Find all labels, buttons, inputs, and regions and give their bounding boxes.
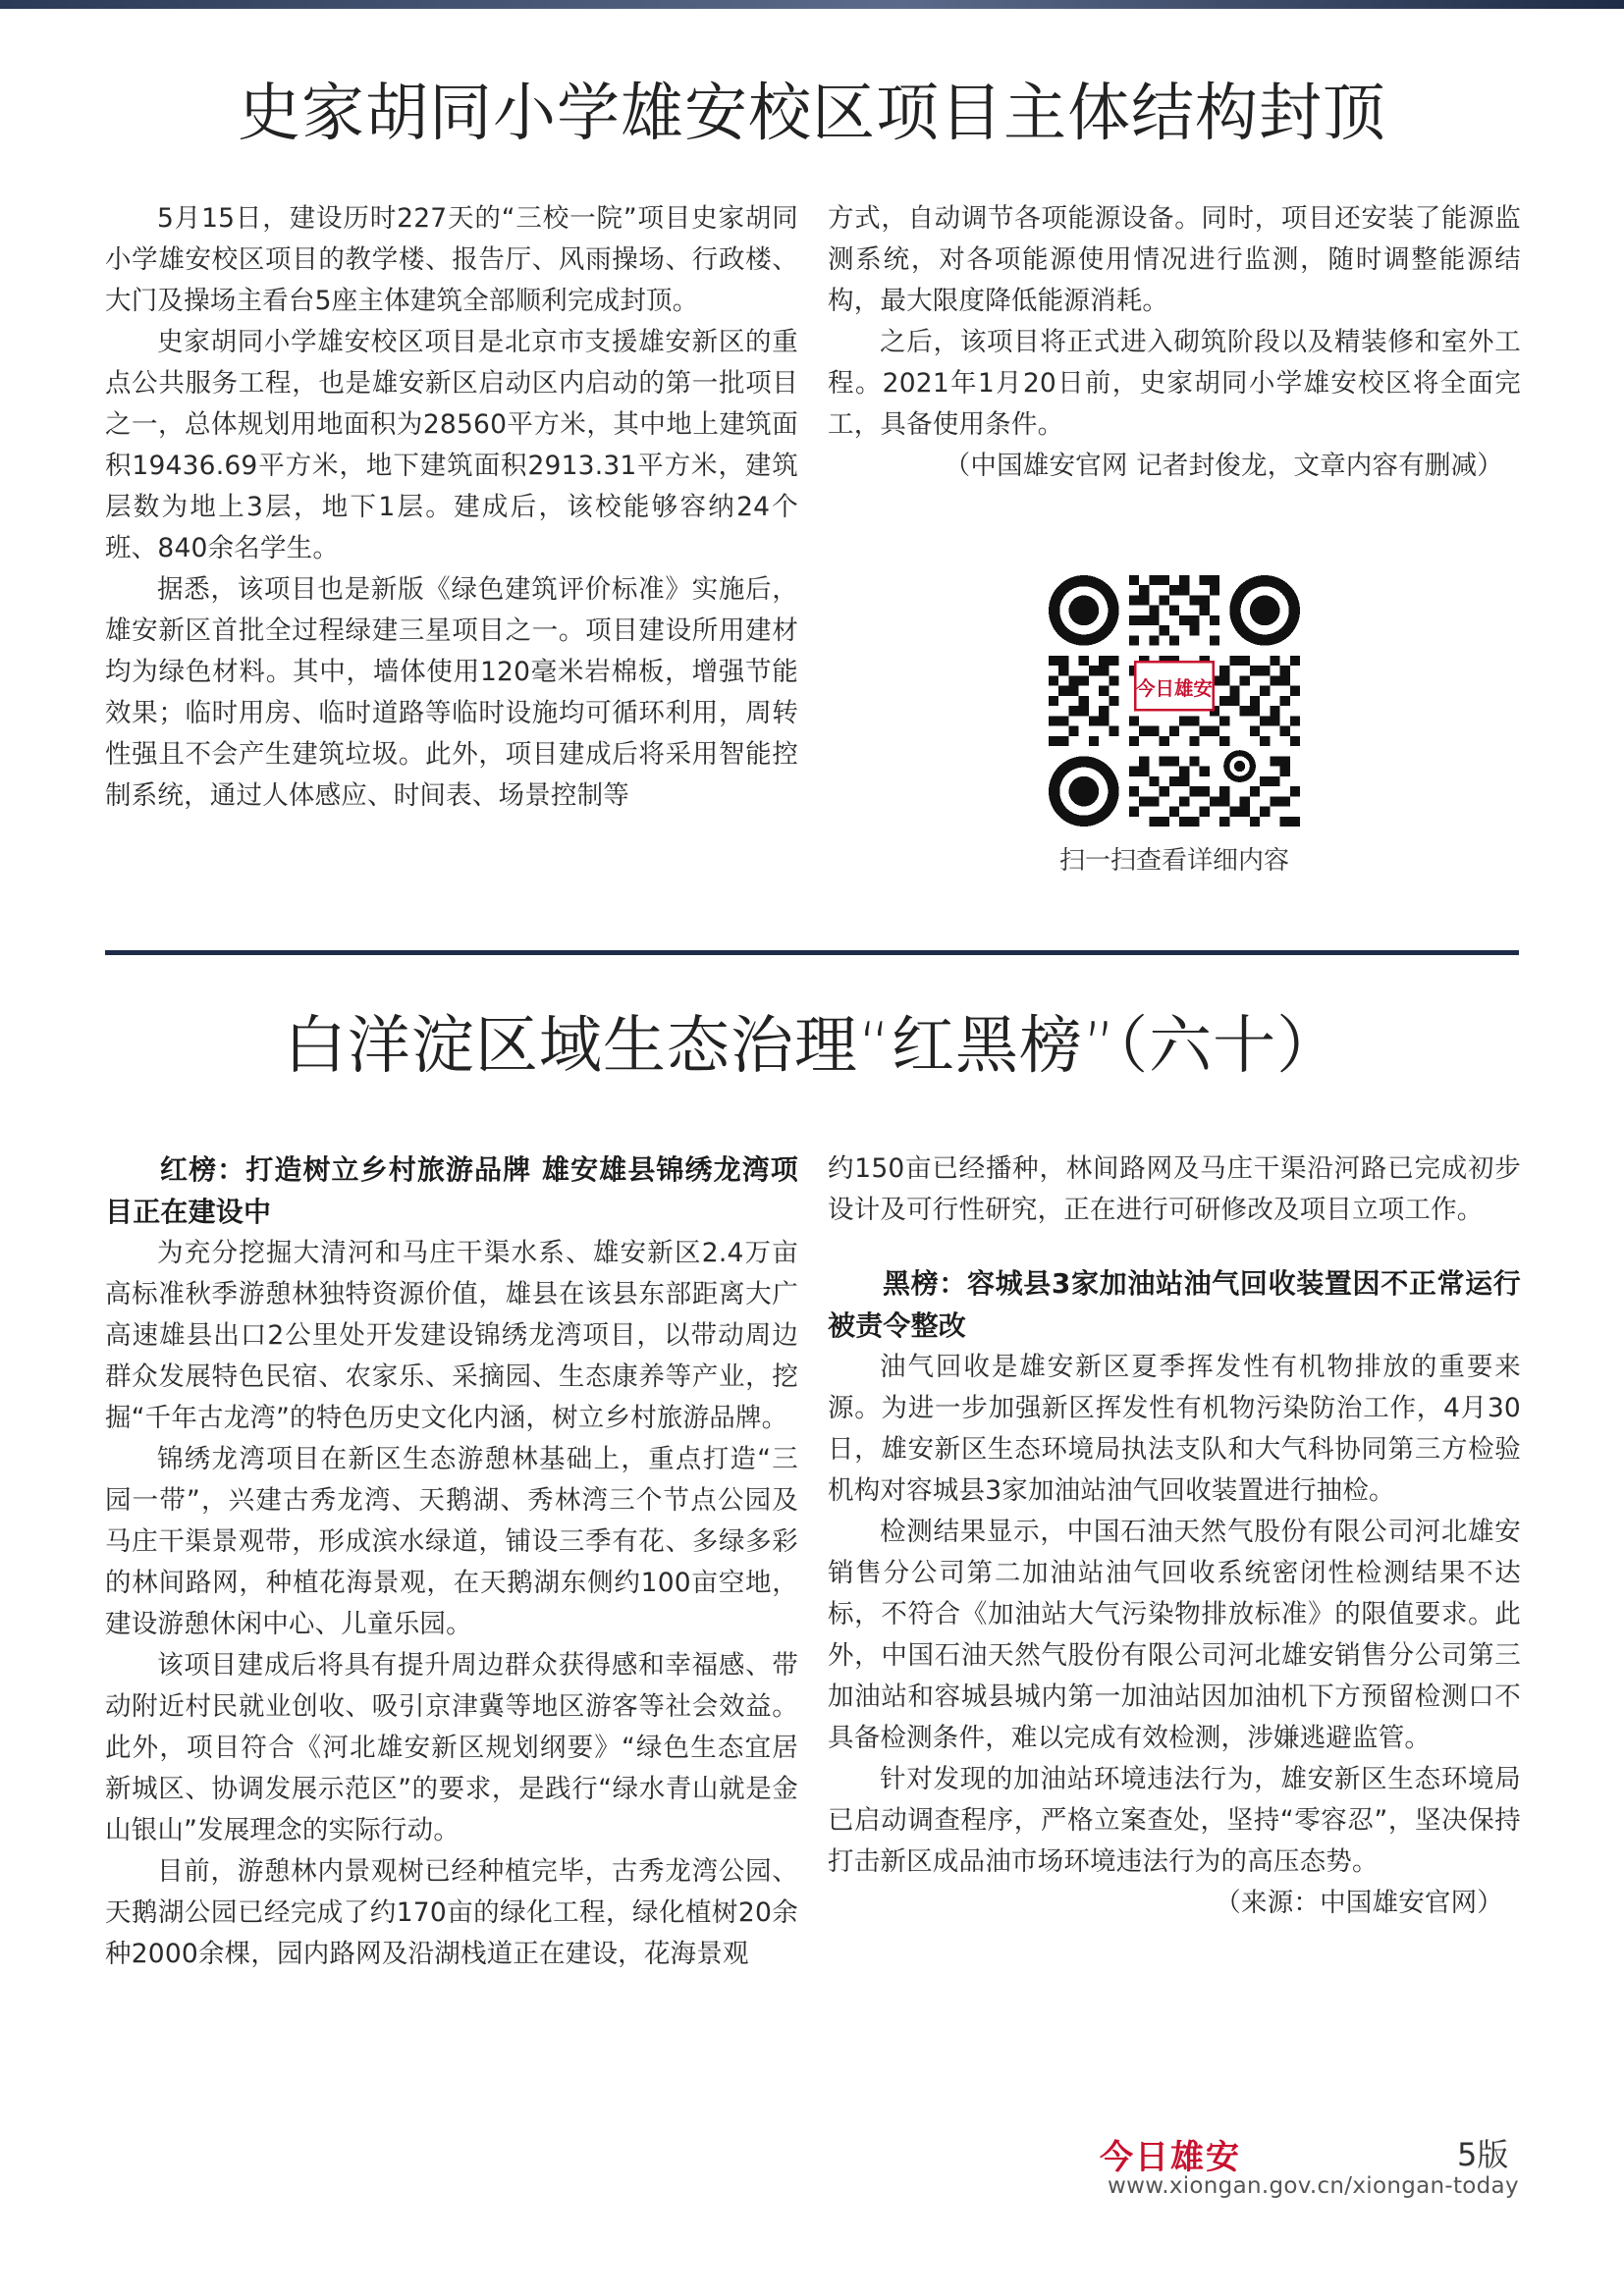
black-list-heading: 黑榜：容城县3家加油站油气回收装置因不正常运行被责令整改 [828, 1267, 1521, 1342]
article1-paragraph: 之后，该项目将正式进入砌筑阶段以及精装修和室外工程。2021年1月20日前，史家胡同小学雄安校区将全面完工，具备使用条件。 [828, 327, 1521, 440]
article1-right-column [828, 198, 1521, 487]
article-title-school: 史家胡同小学雄安校区项目主体结构封顶 [238, 78, 1386, 150]
article1-paragraph: 史家胡同小学雄安校区项目是北京市支援雄安新区的重点公共服务工程，也是雄安新区启动区内启动的第一批项目之一，总体规划用地面积为28560平方米，其中地上建筑面积19436.69平方米，地下建筑面积2913.31平方米，建筑层数为地上3层，地下1层。建成后，该校能够容纳24个班、840余名学生。 [105, 327, 798, 563]
article2-left-column [105, 1148, 798, 1975]
red-list-paragraph: 为充分挖掘大清河和马庄干渠水系、雄安新区2.4万亩高标准秋季游憩林独特资源价值，雄县在该县东部距离大广高速雄县出口2公里处开发建设锦绣龙湾项目，以带动周边群众发展特色民宿、农家乐、采摘园、生态康养等产业，挖掘“千年古龙湾”的特色历史文化内涵，树立乡村旅游品牌。 [105, 1238, 798, 1433]
black-list-paragraph: 检测结果显示，中国石油天然气股份有限公司河北雄安销售分公司第二加油站油气回收系统密闭性检测结果不达标，不符合《加油站大气污染物排放标准》的限值要求。此外，中国石油天然气股份有限公司河北雄安销售分公司第三加油站和容城县城内第一加油站因加油机下方预留检测口不具备检测条件，难以完成有效检测，涉嫌逃避监管。 [828, 1517, 1521, 1753]
black-list-paragraph: 针对发现的加油站环境违法行为，雄安新区生态环境局已启动调查程序，严格立案查处，坚持“零容忍”，坚决保持打击新区成品油市场环境违法行为的高压态势。 [828, 1764, 1521, 1877]
article1-continuation: 方式，自动调节各项能源设备。同时，项目还安装了能源监测系统，对各项能源使用情况进行监测，随时调整能源结构，最大限度降低能源消耗。 [828, 203, 1521, 316]
article-title-redblack: 白洋淀区域生态治理“红黑榜”（六十） [283, 1010, 1341, 1083]
red-list-paragraph: 该项目建成后将具有提升周边群众获得感和幸福感、带动附近村民就业创收、吸引京津冀等地区游客等社会效益。此外，项目符合《河北雄安新区规划纲要》“绿色生态宜居新城区、协调发展示范区”的要求，是践行“绿水青山就是金山银山”发展理念的实际行动。 [105, 1650, 798, 1845]
red-list-heading: 红榜：打造树立乡村旅游品牌 雄安雄县锦绣龙湾项目正在建设中 [105, 1153, 798, 1228]
black-list-paragraph: 油气回收是雄安新区夏季挥发性有机物排放的重要来源。为进一步加强新区挥发性有机物污染防治工作，4月30日，雄安新区生态环境局执法支队和大气科协同第三方检验机构对容城县3家加油站油气回收装置进行抽检。 [828, 1352, 1521, 1506]
red-list-paragraph: 锦绣龙湾项目在新区生态游憩林基础上，重点打造“三园一带”，兴建古秀龙湾、天鹅湖、秀林湾三个节点公园及马庄干渠景观带，形成滨水绿道，铺设三季有花、多绿多彩的林间路网，种植花海景观，在天鹅湖东侧约100亩空地，建设游憩休闲中心、儿童乐园。 [105, 1444, 798, 1639]
article1-left-column [105, 198, 798, 817]
brand-logo: 今日雄安 [1100, 2138, 1241, 2177]
article2-right-column [828, 1148, 1521, 1924]
red-list-paragraph: 目前，游憩林内景观树已经种植完毕，古秀龙湾公园、天鹅湖公园已经完成了约170亩的绿化工程，绿化植树20余种2000余棵，园内路网及沿湖栈道正在建设，花海景观 [105, 1856, 798, 1969]
article1-paragraph: 据悉，该项目也是新版《绿色建筑评价标准》实施后，雄安新区首批全过程绿建三星项目之一。项目建设所用建材均为绿色材料。其中，墙体使用120毫米岩棉板，增强节能效果；临时用房、临时道路等临时设施均可循环利用，周转性强且不会产生建筑垃圾。此外，项目建成后将采用智能控制系统，通过人体感应、时间表、场景控制等 [105, 574, 798, 811]
site-url[interactable]: www.xiongan.gov.cn/xiongan-today [1108, 2173, 1519, 2199]
qr-caption: 扫一扫查看详细内容 [1058, 846, 1289, 876]
qr-code-icon[interactable] [1049, 575, 1300, 827]
qr-logo-text: 今日雄安 [1136, 676, 1213, 700]
article2-source: （来源：中国雄安官网） [1215, 1888, 1503, 1918]
article1-paragraph: 5月15日，建设历时227天的“三校一院”项目史家胡同小学雄安校区项目的教学楼、报告厅、风雨操场、行政楼、大门及操场主看台5座主体建筑全部顺利完成封顶。 [105, 203, 798, 316]
section-divider [105, 950, 1519, 955]
red-list-continuation: 约150亩已经播种，林间路网及马庄干渠沿河路已完成初步设计及可行性研究，正在进行可研修改及项目立项工作。 [828, 1153, 1521, 1225]
top-color-bar [0, 0, 1624, 9]
article1-source: （中国雄安官网 记者封俊龙，文章内容有删减） [944, 451, 1503, 481]
page-number: 5版 [1457, 2136, 1509, 2173]
